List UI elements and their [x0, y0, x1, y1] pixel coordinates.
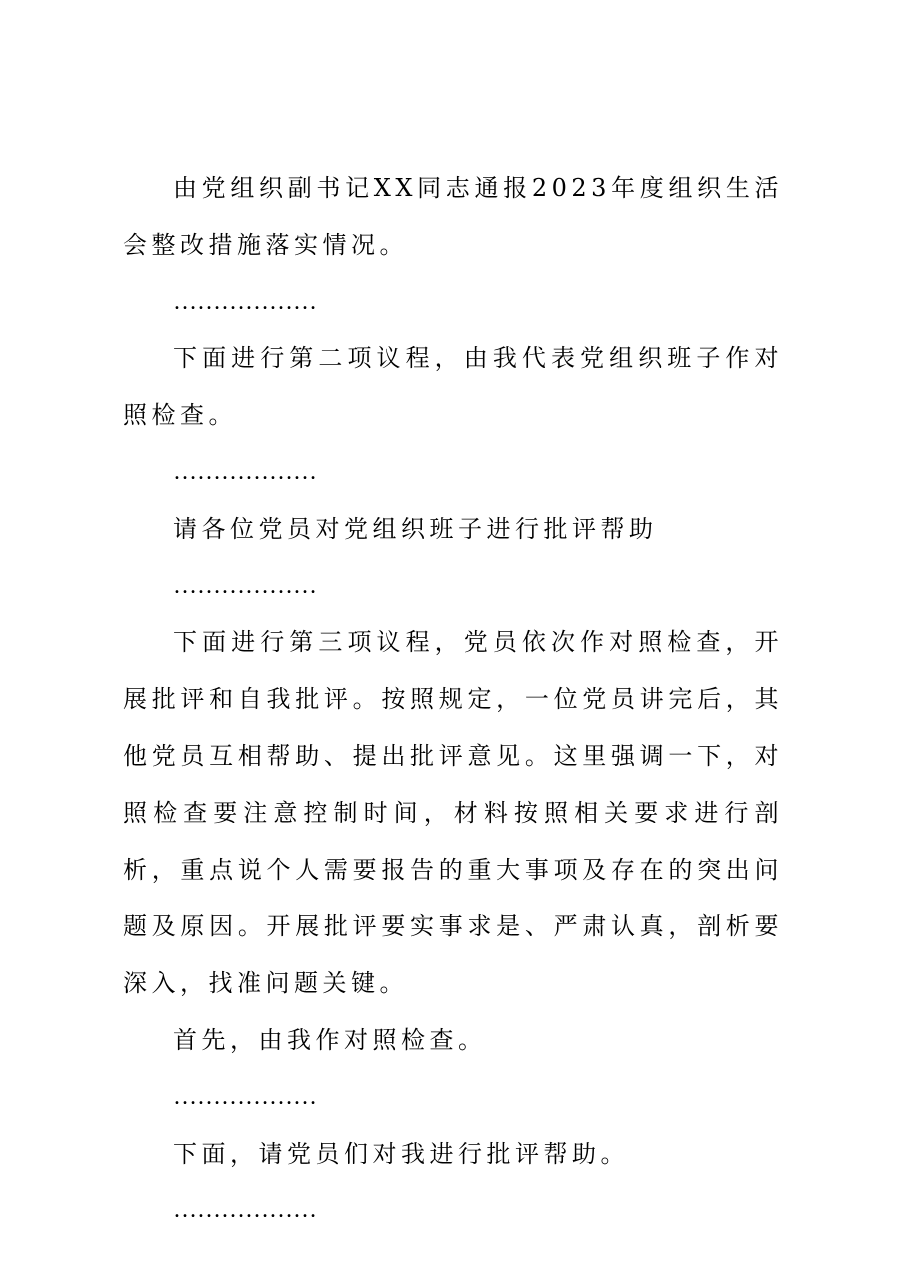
paragraph-criticism-request: 请各位党员对党组织班子进行批评帮助 [173, 514, 658, 543]
paragraph-second-agenda: 下面进行第二项议程，由我代表党组织班子作对照检查。 [123, 344, 783, 430]
paragraph-third-agenda: 下面进行第三项议程，党员依次作对照检查，开展批评和自我批评。按照规定，一位党员讲完后，其他党员互相帮助、提出批评意见。这里强调一下，对照检查要注意控制时间，材料按照相关要求进行剖析，重点说个人需要报告的重大事项及存在的突出问题及原因。开展批评要实事求是、严肃认真，剖析要深入，找准问题关键。 [123, 628, 783, 998]
ellipsis-line: ……………… [173, 288, 317, 315]
paragraph-members-criticism: 下面，请党员们对我进行批评帮助。 [173, 1139, 629, 1168]
paragraph-self-check: 首先，由我作对照检查。 [173, 1025, 487, 1054]
ellipsis-line: ……………… [173, 572, 317, 599]
paragraph-rectification-report: 由党组织副书记XX同志通报2023年度组织生活会整改措施落实情况。 [123, 174, 783, 259]
ellipsis-line: ……………… [173, 458, 317, 485]
ellipsis-line: ……………… [173, 1083, 317, 1110]
ellipsis-line: ……………… [173, 1197, 317, 1224]
document-body [123, 160, 783, 1239]
